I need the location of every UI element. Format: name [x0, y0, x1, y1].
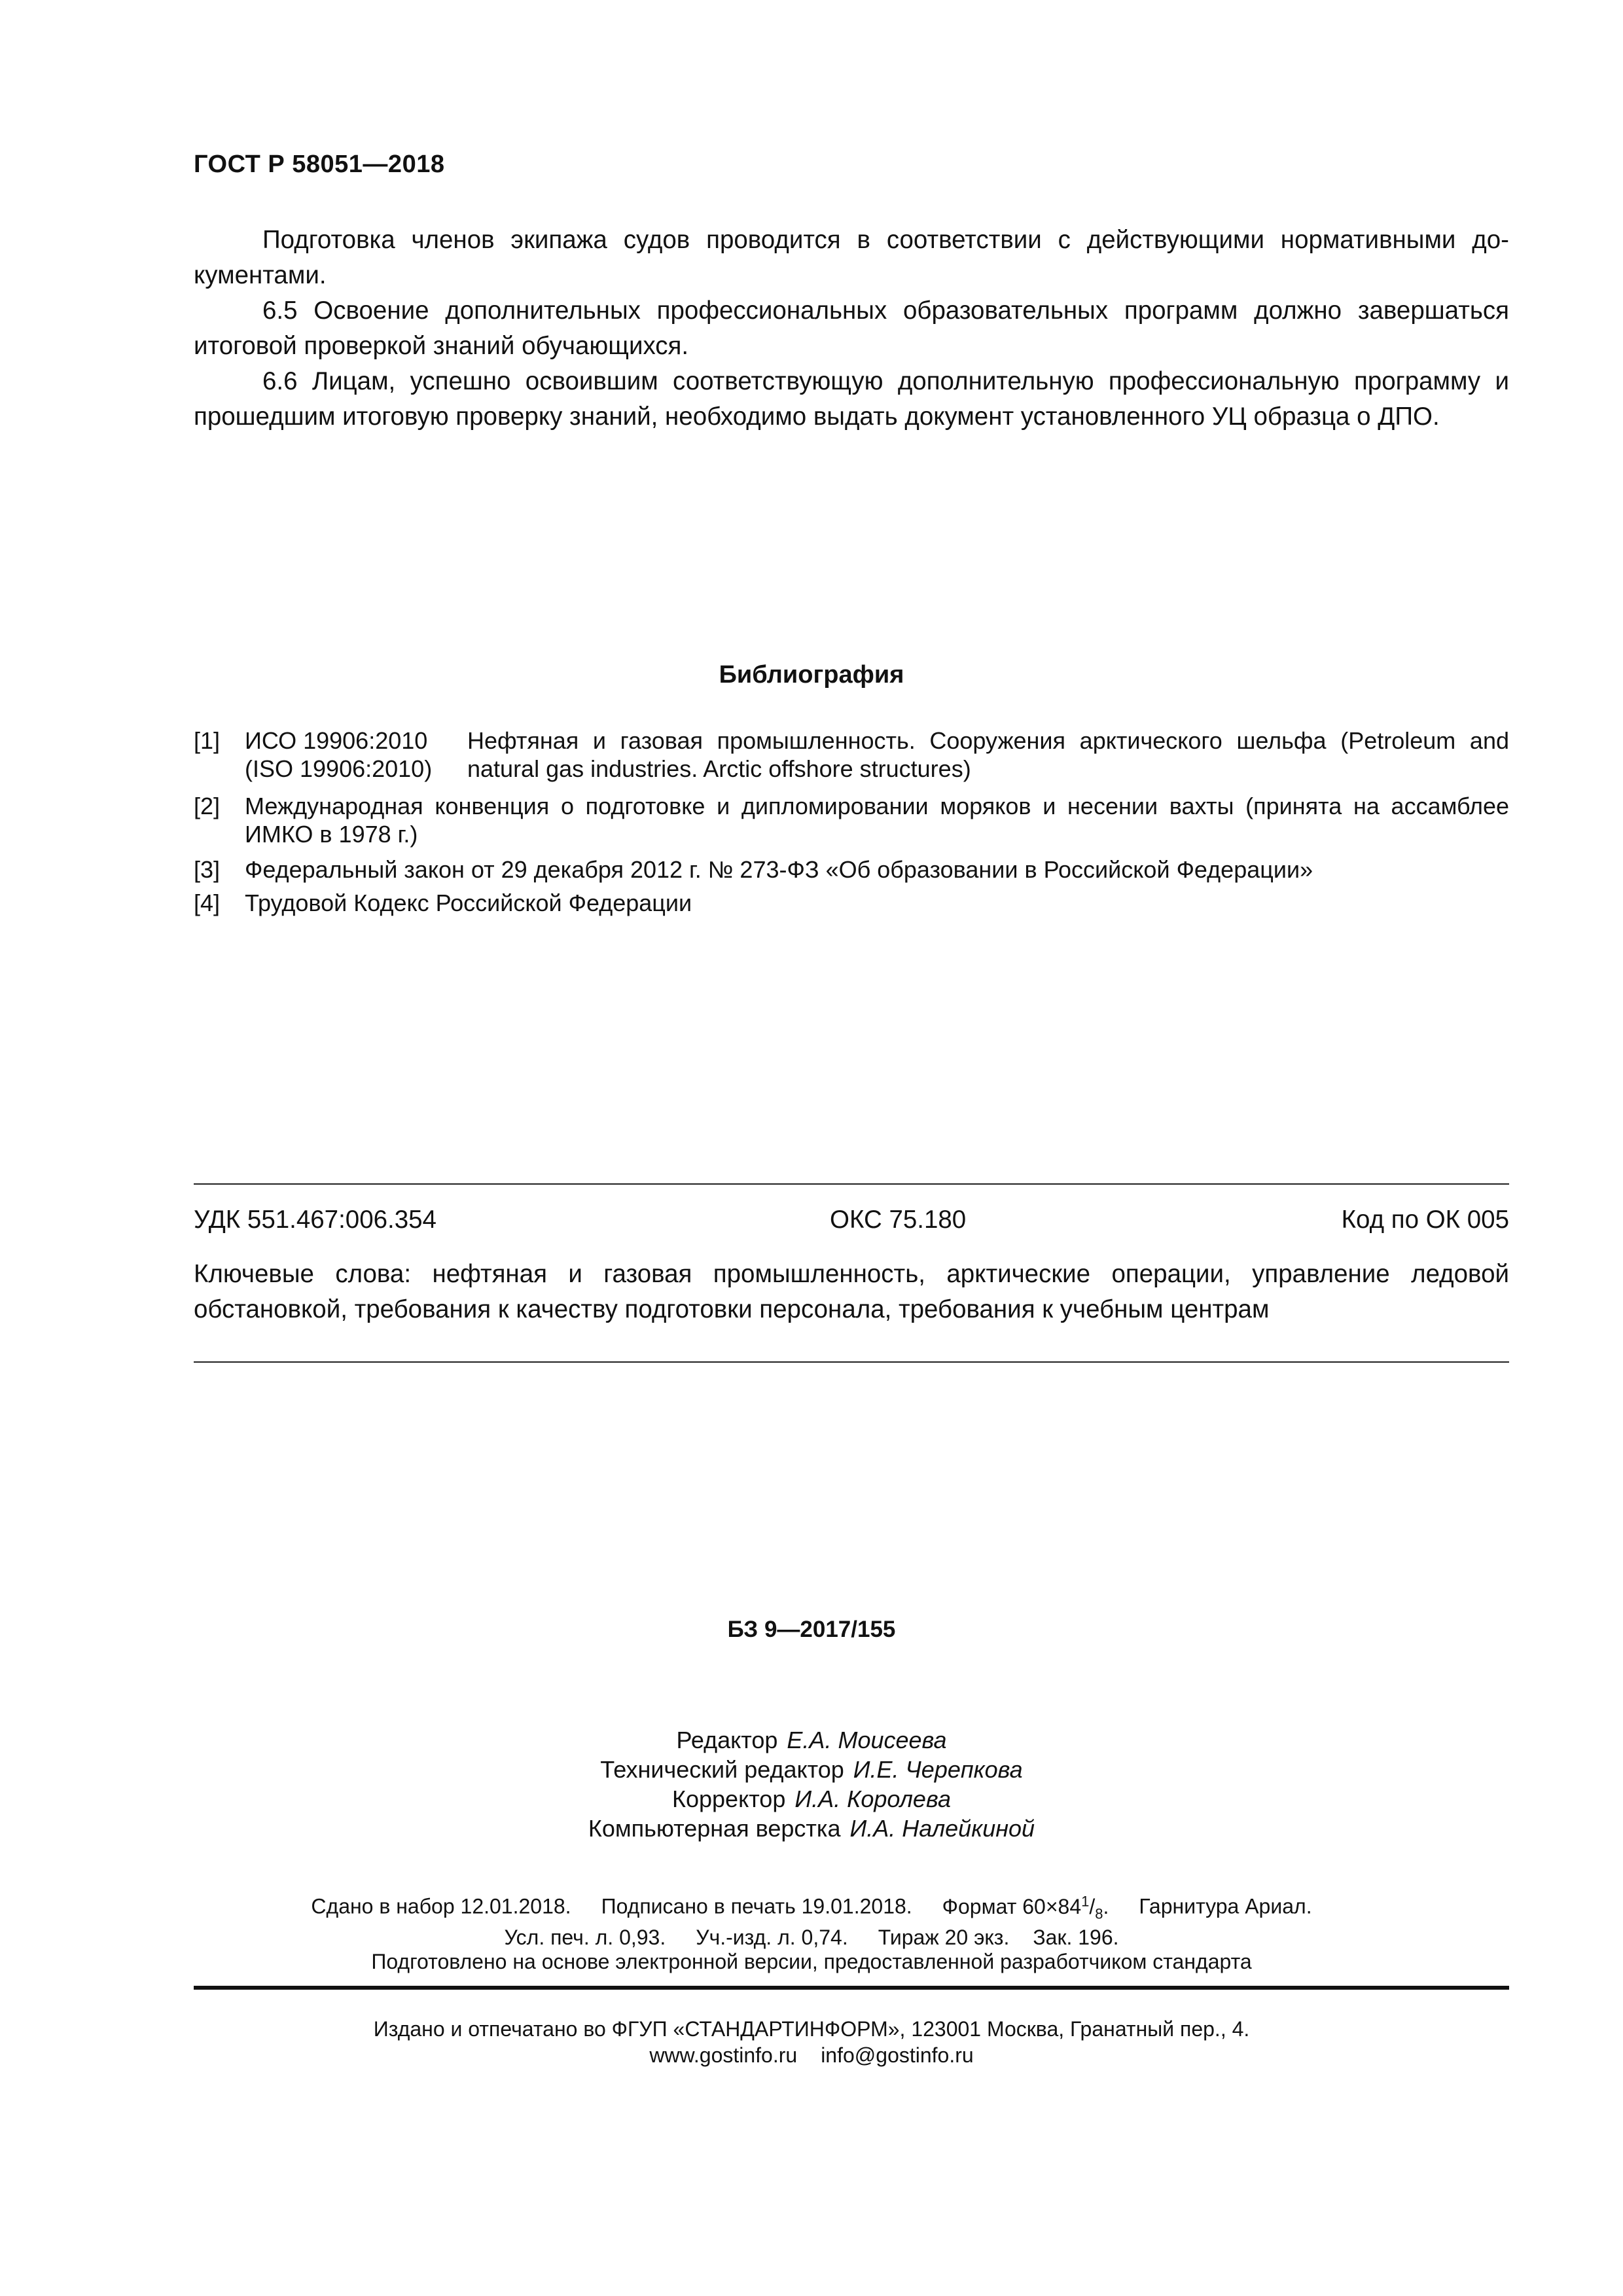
paragraph-6-6: 6.6 Лицам, успешно освоившим соответствующую дополнительную профессиональную программу и прошедшим итоговую проверку знаний, необходимо выдать документ установленного УЦ образца о ДПО.	[194, 367, 1509, 431]
print-details	[0, 1889, 1623, 1974]
editor-role: Компьютерная верстка	[588, 1815, 841, 1842]
ok-code: Код по ОК 005	[1341, 1206, 1509, 1234]
bibliography-item-text-cont: natural gas industries. Arctic offshore structures)	[467, 755, 971, 782]
editor-role: Редактор	[676, 1727, 778, 1753]
bibliography-item-text: Трудовой Кодекс Российской Федерации	[245, 889, 692, 916]
typeface: Гарнитура Ариал.	[1139, 1894, 1312, 1918]
classification-codes	[194, 1206, 1509, 1238]
divider-publisher	[194, 1986, 1509, 1990]
editor-role: Технический редактор	[600, 1756, 844, 1783]
editor-name: И.Е. Черепкова	[853, 1756, 1023, 1783]
bibliography-item-number: [4]	[194, 889, 221, 916]
print-details-line-2	[0, 1926, 1623, 1950]
paragraph-6-5: 6.5 Освоение дополнительных профессиональных образовательных программ должно завершаться итоговой проверкой знаний обучающихся.	[194, 296, 1509, 360]
editors-block	[0, 1725, 1623, 1843]
order-number: Зак. 196.	[1033, 1926, 1119, 1950]
divider-keywords	[194, 1361, 1509, 1363]
keywords: Ключевые слова: нефтяная и газовая промышленность, арктические операции, управление ледовой обстановкой, требования к качеству подготовки персонала, требования к учебным центрам	[194, 1260, 1509, 1323]
bibliography-item-source: ИСО 19906:2010	[245, 727, 428, 754]
editor-role: Корректор	[672, 1785, 786, 1812]
oks-code: ОКС 75.180	[830, 1206, 967, 1234]
technical-editor-line	[0, 1755, 1623, 1784]
publisher-block	[0, 2016, 1623, 2068]
editor-line	[0, 1725, 1623, 1755]
print-signed-date: Подписано в печать 19.01.2018.	[601, 1894, 912, 1918]
bibliography-item-number: [2]	[194, 793, 221, 819]
proofreader-line	[0, 1784, 1623, 1814]
paragraph-crew-training: Подготовка членов экипажа судов проводится в соответствии с действующими нормативными документами.	[194, 226, 1509, 289]
bz-number: БЗ 9—2017/155	[727, 1617, 896, 1642]
divider-top	[194, 1183, 1509, 1185]
print-details-line-1	[0, 1889, 1623, 1926]
publisher-line: Издано и отпечатано во ФГУП «СТАНДАРТИНФОРМ», 123001 Москва, Гранатный пер., 4.	[373, 2017, 1250, 2041]
bibliography-item-text: Федеральный закон от 29 декабря 2012 г. № 273-ФЗ «Об образовании в Российской Федерации»	[245, 856, 1313, 883]
paper-format: Формат $60\times 84^1/_8$.	[942, 1893, 1109, 1922]
bibliography-item-text: Международная конвенция о подготовке и дипломировании моряков и несении вахты (принята на ассамблее ИМКО в 1978 г.)	[245, 793, 1509, 848]
website-link[interactable]: www.gostinfo.ru	[649, 2043, 798, 2067]
layout-line	[0, 1814, 1623, 1843]
bibliography-item-source-en: (ISO 19906:2010)	[245, 755, 433, 782]
bibliography-item-text: Нефтяная и газовая промышленность. Сооружения арктического шельфа (Petroleum and	[467, 727, 1509, 754]
document-code-header: ГОСТ Р 58051—2018	[194, 151, 445, 178]
print-sheets: Усл. печ. л. 0,93.	[504, 1926, 666, 1950]
publisher-contacts	[0, 2042, 1623, 2068]
bibliography-item-number: [3]	[194, 856, 221, 883]
body-text	[194, 223, 1509, 435]
bibliography-title: Библиография	[719, 661, 904, 689]
typeset-date: Сдано в набор 12.01.2018.	[311, 1894, 571, 1918]
editor-name: И.А. Королева	[794, 1785, 951, 1812]
bibliography-item-number: [1]	[194, 727, 221, 754]
udk-code: УДК 551.467:006.354	[194, 1206, 437, 1234]
prepared-note: Подготовлено на основе электронной версии, предоставленной разработчиком стандарта	[371, 1950, 1252, 1974]
editor-name: Е.А. Моисеева	[787, 1727, 947, 1753]
circulation: Тираж 20 экз.	[878, 1926, 1010, 1950]
email-link[interactable]: info@gostinfo.ru	[821, 2043, 974, 2067]
publishing-sheets: Уч.-изд. л. 0,74.	[696, 1926, 848, 1950]
editor-name: И.А. Налейкиной	[849, 1815, 1035, 1842]
